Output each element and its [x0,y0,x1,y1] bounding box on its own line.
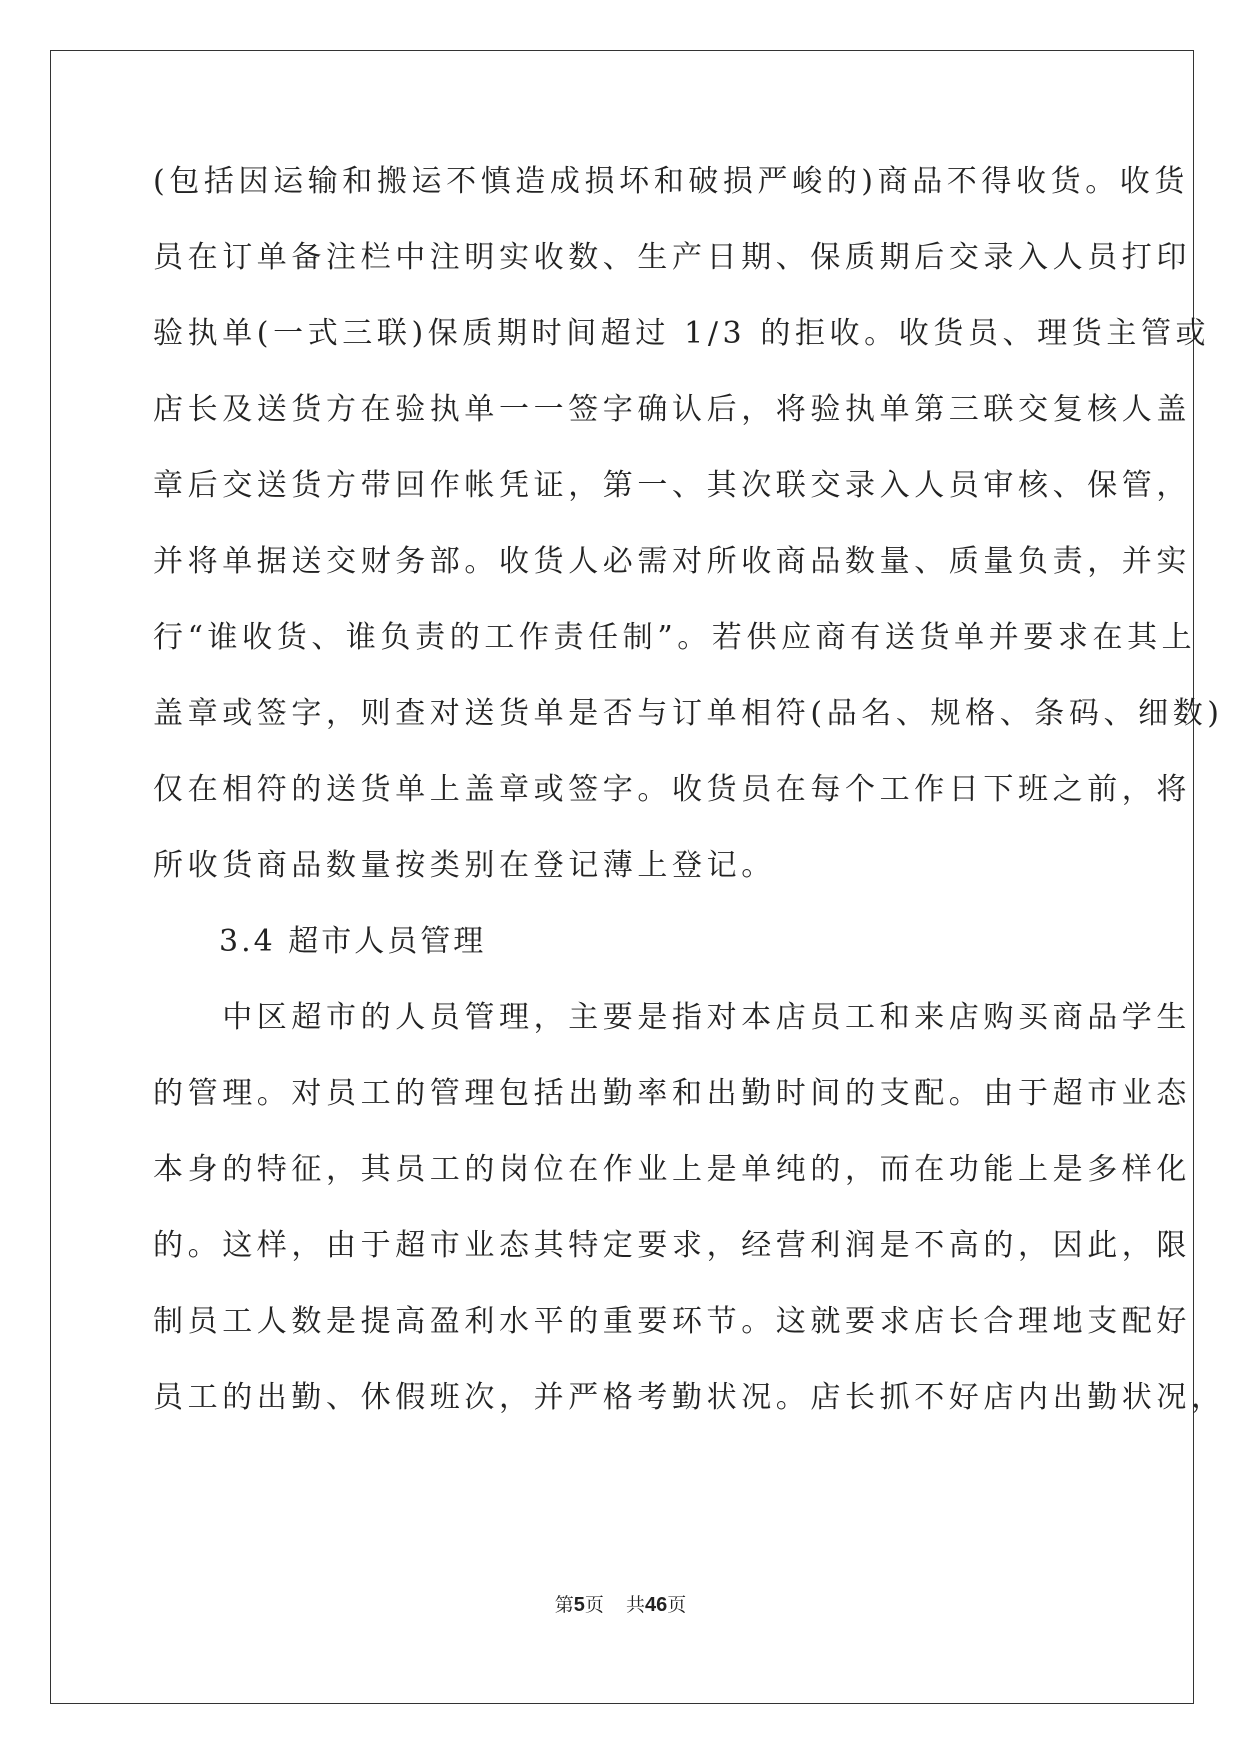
text-line: (包括因运输和搬运不慎造成损坏和破损严峻的)商品不得收货。收货 [153,164,1190,199]
text-line: 员工的出勤、休假班次，并严格考勤状况。店长抓不好店内出勤状况， [153,1380,1226,1415]
text-line: 验执单(一式三联)保质期时间超过 1/3 的拒收。收货员、理货主管或 [153,316,1211,351]
page-footer [0,1593,1241,1617]
document-body [153,160,1226,1452]
page-suffix: 页 [584,1594,604,1616]
text-line: 员在订单备注栏中注明实收数、生产日期、保质期后交录入人员打印 [153,240,1191,275]
text-line: 店长及送货方在验执单一一签字确认后，将验执单第三联交复核人盖 [153,392,1191,427]
section-heading: 3.4 超市人员管理 [153,924,487,959]
page-prefix: 第 [554,1594,574,1616]
text-line: 行“谁收货、谁负责的工作责任制”。若供应商有送货单并要求在其上 [153,620,1197,655]
text-line: 所收货商品数量按类别在登记薄上登记。 [153,848,776,883]
text-line: 盖章或签字，则查对送货单是否与订单相符(品名、规格、条码、细数) [153,696,1224,731]
text-line: 的。这样，由于超市业态其特定要求，经营利润是不高的，因此，限 [153,1228,1191,1263]
text-line: 的管理。对员工的管理包括出勤率和出勤时间的支配。由于超市业态 [153,1076,1191,1111]
text-line: 本身的特征，其员工的岗位在作业上是单纯的，而在功能上是多样化 [153,1152,1191,1187]
text-line: 并将单据送交财务部。收货人必需对所收商品数量、质量负责，并实 [153,544,1191,579]
text-line: 章后交送货方带回作帐凭证，第一、其次联交录入人员审核、保管， [153,468,1191,503]
text-line: 仅在相符的送货单上盖章或签字。收货员在每个工作日下班之前，将 [153,772,1191,807]
total-prefix: 共 [625,1594,645,1616]
text-line: 中区超市的人员管理，主要是指对本店员工和来店购买商品学生 [153,1000,1191,1035]
text-line: 制员工人数是提高盈利水平的重要环节。这就要求店长合理地支配好 [153,1304,1191,1339]
total-pages: 46 [644,1594,668,1616]
total-suffix: 页 [667,1594,687,1616]
page-number: 5 [573,1594,585,1616]
